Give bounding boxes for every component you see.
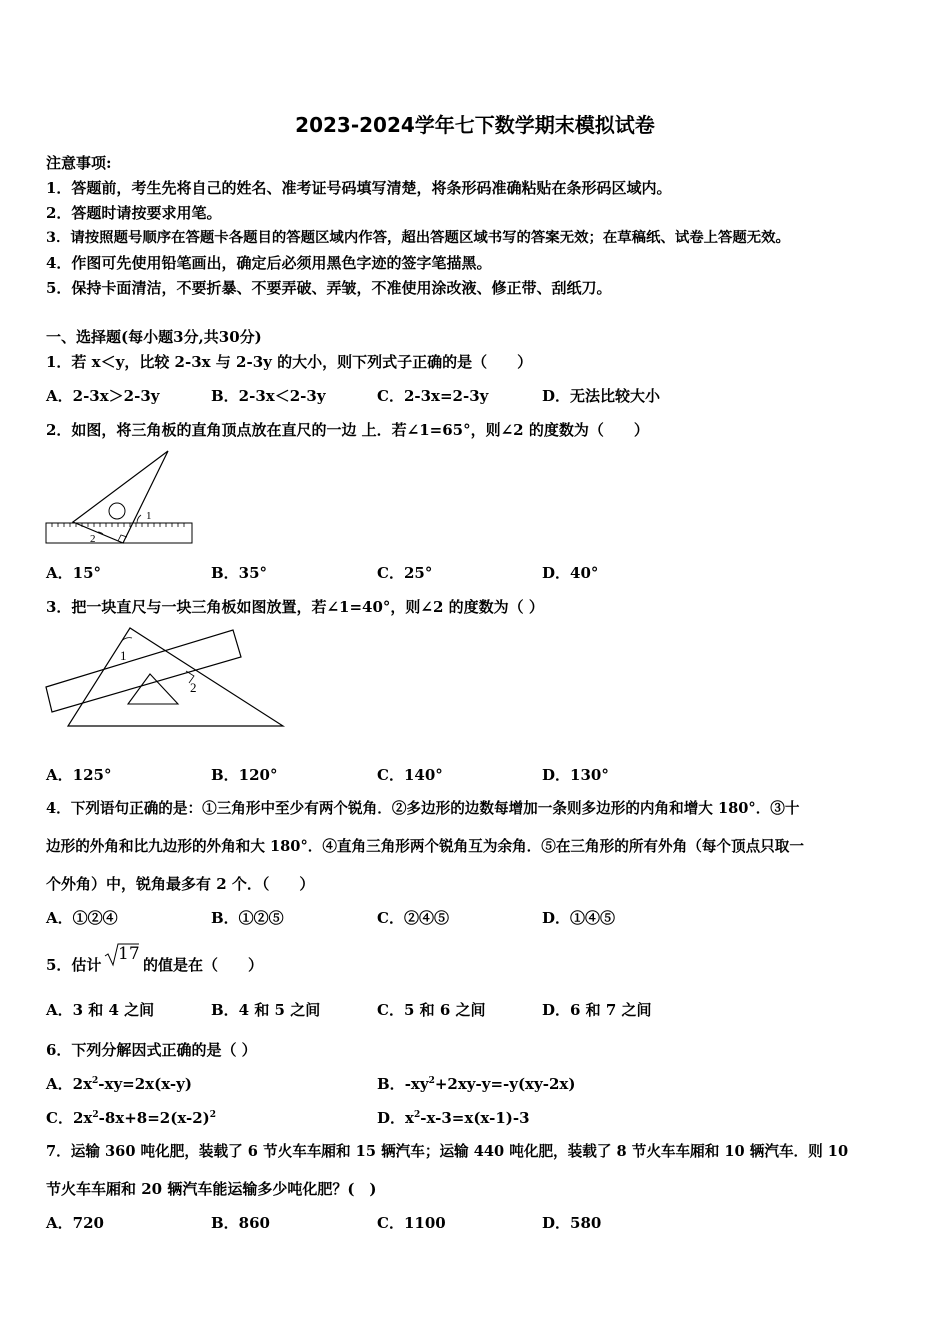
q2-option-d: D．40° bbox=[542, 564, 599, 582]
q3-angle-1-label: 1 bbox=[120, 648, 127, 663]
q4-option-b: B．①②⑤ bbox=[211, 909, 284, 927]
q3-option-d: D．130° bbox=[542, 766, 609, 784]
q1-option-c: C．2-3x=2-3y bbox=[377, 387, 489, 405]
question-5-post: 的值是在（ ） bbox=[143, 956, 264, 974]
q3-option-a: A．125° bbox=[46, 766, 112, 784]
q2-option-b: B．35° bbox=[211, 564, 268, 582]
q3-option-b: B．120° bbox=[211, 766, 278, 784]
question-4-line: 4．下列语句正确的是：①三角形中至少有两个锐角．②多边形的边数每增加一条则多边形的内角和增大 180°．③十 bbox=[46, 800, 800, 817]
q7-option-c: C．1100 bbox=[377, 1214, 446, 1232]
notice-item: 3．请按照题号顺序在答题卡各题目的答题区域内作答，超出答题区域书写的答案无效；在草稿纸、试卷上答题无效。 bbox=[46, 229, 790, 246]
q3-angle-2-label: 2 bbox=[190, 680, 197, 695]
q7-option-b: B．860 bbox=[211, 1214, 270, 1232]
q2-option-c: C．25° bbox=[377, 564, 433, 582]
q5-option-d: D．6 和 7 之间 bbox=[542, 1001, 652, 1019]
q2-figure-ruler-triangle bbox=[40, 445, 200, 550]
section-heading: 一、选择题(每小题3分,共30分) bbox=[46, 328, 262, 346]
notice-item: 4．作图可先使用铅笔画出，确定后必须用黑色字迹的签字笔描黑。 bbox=[46, 254, 492, 272]
q6-option-b: B．$-xy^2+2xy-y=-y(xy-2x)$ bbox=[377, 1075, 576, 1093]
question-5-pre: 5．估计 bbox=[46, 956, 102, 974]
q7-option-a: A．720 bbox=[46, 1214, 104, 1232]
q2-angle-2-label: 2 bbox=[90, 533, 96, 545]
q2-option-a: A．15° bbox=[46, 564, 102, 582]
question-2-stem: 2．如图，将三角板的直角顶点放在直尺的一边 上．若∠1=65°，则∠2 的度数为（ ） bbox=[46, 421, 649, 439]
q5-option-c: C．5 和 6 之间 bbox=[377, 1001, 486, 1019]
question-4-line: 边形的外角和比九边形的外角和大 180°．④直角三角形两个锐角互为余角．⑤在三角形的所有外角（每个顶点只取一 bbox=[46, 838, 804, 855]
notice-item: 5．保持卡面清洁，不要折暴、不要弄破、弄皱，不准使用涂改液、修正带、刮纸刀。 bbox=[46, 279, 612, 297]
question-1-stem: 1．若 x＜y，比较 2-3x 与 2-3y 的大小，则下列式子正确的是（ ） bbox=[46, 353, 533, 371]
question-4-line: 个外角）中，锐角最多有 2 个．（ ） bbox=[46, 875, 315, 893]
question-7-line: 节火车车厢和 20 辆汽车能运输多少吨化肥？( ) bbox=[46, 1180, 377, 1198]
q1-option-a: A．2-3x＞2-3y bbox=[46, 387, 160, 405]
q6-option-c: C．$2x^2-8x+8=2(x-2)^2$ bbox=[46, 1109, 217, 1127]
question-6-stem: 6．下列分解因式正确的是（ ） bbox=[46, 1041, 257, 1059]
question-3-stem: 3．把一块直尺与一块三角板如图放置，若∠1=40°，则∠2 的度数为（ ） bbox=[46, 598, 544, 616]
q4-option-d: D．①④⑤ bbox=[542, 909, 616, 927]
q2-angle-1-label: 1 bbox=[146, 510, 152, 522]
question-7-line: 7．运输 360 吨化肥，装载了 6 节火车车厢和 15 辆汽车；运输 440 吨化肥，装载了 8 节火车车厢和 10 辆汽车．则 10 bbox=[46, 1143, 849, 1160]
q3-option-c: C．140° bbox=[377, 766, 443, 784]
notice-item: 1．答题前，考生先将自己的姓名、准考证号码填写清楚，将条形码准确粘贴在条形码区域内。 bbox=[46, 179, 672, 197]
q1-option-b: B．2-3x＜2-3y bbox=[211, 387, 326, 405]
notice-item: 2．答题时请按要求用笔。 bbox=[46, 204, 222, 222]
q3-figure-ruler-triangle bbox=[40, 622, 290, 732]
page-title: 2023-2024学年七下数学期末模拟试卷 bbox=[295, 113, 655, 137]
q7-option-d: D．580 bbox=[542, 1214, 602, 1232]
notice-heading: 注意事项: bbox=[46, 154, 112, 172]
q1-option-d: D．无法比较大小 bbox=[542, 387, 661, 405]
q6-option-a: A．$2x^2-xy=2x(x-y)$ bbox=[46, 1075, 192, 1093]
q6-option-d: D．$x^2-x-3=x(x-1)-3$ bbox=[377, 1109, 530, 1127]
q5-option-b: B．4 和 5 之间 bbox=[211, 1001, 321, 1019]
q4-option-c: C．②④⑤ bbox=[377, 909, 449, 927]
q5-option-a: A．3 和 4 之间 bbox=[46, 1001, 155, 1019]
q5-radicand: 17 bbox=[118, 944, 140, 964]
q4-option-a: A．①②④ bbox=[46, 909, 118, 927]
